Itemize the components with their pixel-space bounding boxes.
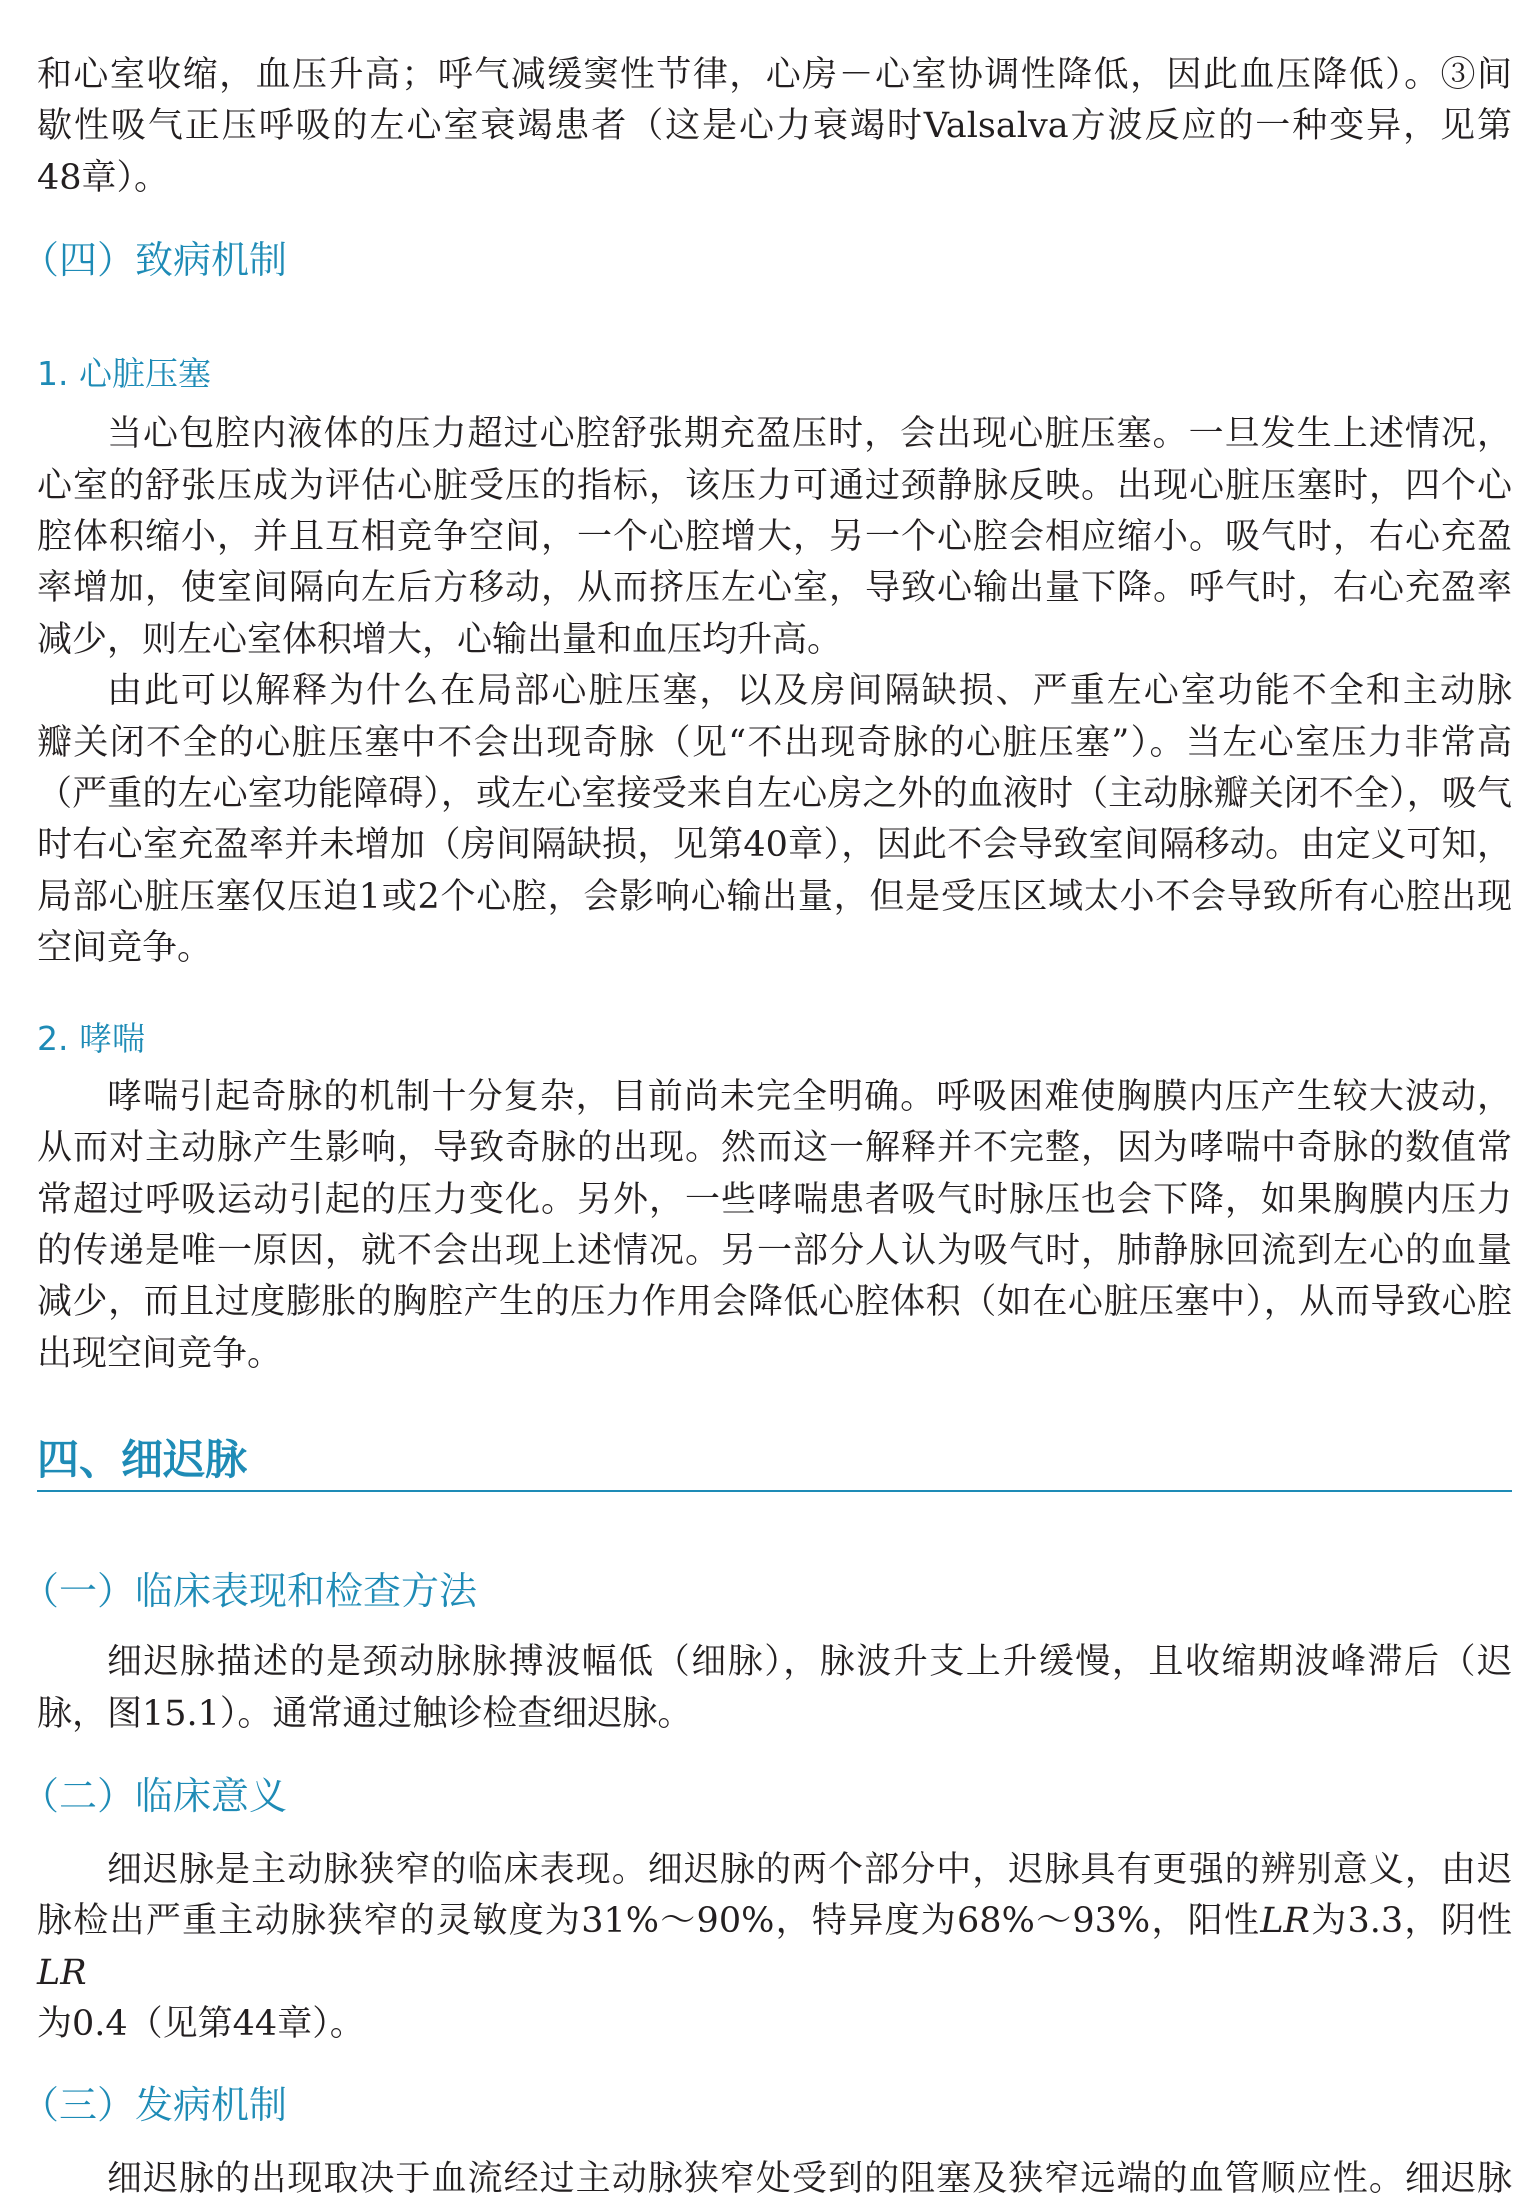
text-line: 从而对主动脉产生影响，导致奇脉的出现。然而这一解释并不完整，因为哮喘中奇脉的数值常 bbox=[37, 1128, 1512, 1169]
paragraph-continuation bbox=[37, 50, 1512, 204]
section-heading-mechanism: （四）致病机制 bbox=[21, 238, 288, 283]
text-line: 由此可以解释为什么在局部心脏压塞，以及房间隔缺损、严重左心室功能不全和主动脉 bbox=[107, 671, 1512, 712]
text-line: 减少，而且过度膨胀的胸腔产生的压力作用会降低心腔体积（如在心脏压塞中），从而导致心腔 bbox=[37, 1282, 1512, 1323]
likelihood-ratio-label: LR bbox=[1260, 1901, 1310, 1942]
text-line: 为0.4（见第44章）。 bbox=[37, 2004, 365, 2045]
text-line: 局部心脏压塞仅压迫1或2个心腔，会影响心输出量，但是受压区域太小不会导致所有心腔出现 bbox=[37, 876, 1512, 917]
subsection-heading-tamponade: 1. 心脏压塞 bbox=[37, 354, 211, 394]
text-line bbox=[37, 1896, 1512, 1999]
likelihood-ratio-label: LR bbox=[37, 1952, 87, 1993]
paragraph-tamponade-2 bbox=[37, 666, 1512, 974]
text-line: 细迟脉的出现取决于血流经过主动脉狭窄处受到的阻塞及狭窄远端的血管顺应性。细迟脉 bbox=[107, 2158, 1512, 2196]
text-line: 细迟脉是主动脉狭窄的临床表现。细迟脉的两个部分中，迟脉具有更强的辨别意义，由迟 bbox=[107, 1849, 1512, 1890]
text-line: 空间竞争。 bbox=[37, 928, 213, 969]
page-content bbox=[21, 50, 1512, 2196]
text-line: 减少，则左心室体积增大，心输出量和血压均升高。 bbox=[37, 619, 843, 660]
text-line: 出现空间竞争。 bbox=[37, 1333, 283, 1374]
paragraph-clinical-significance bbox=[37, 1845, 1512, 2051]
text-segment: 为3.3，阴性 bbox=[1309, 1901, 1512, 1942]
text-line: 率增加，使室间隔向左后方移动，从而挤压左心室，导致心输出量下降。呼气时，右心充盈率 bbox=[37, 568, 1512, 609]
text-line: 当心包腔内液体的压力超过心腔舒张期充盈压时，会出现心脏压塞。一旦发生上述情况， bbox=[107, 414, 1512, 455]
text-line: 歇性吸气正压呼吸的左心室衰竭患者（这是心力衰竭时Valsalva方波反应的一种变异，见第 bbox=[37, 106, 1512, 147]
section-heading-clinical-significance: （二）临床意义 bbox=[21, 1773, 288, 1818]
paragraph-asthma bbox=[37, 1072, 1512, 1380]
text-line: 常超过呼吸运动引起的压力变化。另外，一些哮喘患者吸气时脉压也会下降，如果胸膜内压力 bbox=[37, 1179, 1512, 1220]
text-line: 48章）。 bbox=[37, 157, 170, 198]
text-line: 心室的舒张压成为评估心脏受压的指标，该压力可通过颈静脉反映。出现心脏压塞时，四个心 bbox=[37, 465, 1512, 506]
text-line: 的传递是唯一原因，就不会出现上述情况。另一部分人认为吸气时，肺静脉回流到左心的血量 bbox=[37, 1230, 1512, 1271]
text-line: （严重的左心室功能障碍），或左心室接受来自左心房之外的血液时（主动脉瓣关闭不全），吸气 bbox=[37, 774, 1512, 815]
paragraph-pathogenesis bbox=[37, 2154, 1512, 2196]
chapter-section-heading: 四、细迟脉 bbox=[37, 1432, 1512, 1492]
text-line: 时右心室充盈率并未增加（房间隔缺损，见第40章），因此不会导致室间隔移动。由定义可知， bbox=[37, 825, 1512, 866]
section-heading-pathogenesis: （三）发病机制 bbox=[21, 2082, 288, 2127]
text-line: 瓣关闭不全的心脏压塞中不会出现奇脉（见“不出现奇脉的心脏压塞”）。当左心室压力非常高 bbox=[37, 722, 1512, 763]
text-line: 细迟脉描述的是颈动脉脉搏波幅低（细脉），脉波升支上升缓慢，且收缩期波峰滞后（迟 bbox=[107, 1642, 1512, 1683]
subsection-heading-asthma: 2. 哮喘 bbox=[37, 1018, 145, 1058]
text-line: 腔体积缩小，并且互相竞争空间，一个心腔增大，另一个心腔会相应缩小。吸气时，右心充盈 bbox=[37, 517, 1512, 558]
paragraph-clinical-findings bbox=[37, 1637, 1512, 1740]
text-line: 哮喘引起奇脉的机制十分复杂，目前尚未完全明确。呼吸困难使胸膜内压产生较大波动， bbox=[107, 1076, 1512, 1117]
text-segment: 脉检出严重主动脉狭窄的灵敏度为31%～90%，特异度为68%～93%，阳性 bbox=[37, 1901, 1261, 1942]
paragraph-tamponade-1 bbox=[37, 409, 1512, 666]
text-line: 和心室收缩，血压升高；呼气减缓窦性节律，心房－心室协调性降低，因此血压降低）。③间 bbox=[37, 55, 1512, 95]
section-heading-clinical-findings: （一）临床表现和检查方法 bbox=[21, 1569, 478, 1614]
text-line: 脉，图15.1）。通常通过触诊检查细迟脉。 bbox=[37, 1693, 693, 1734]
